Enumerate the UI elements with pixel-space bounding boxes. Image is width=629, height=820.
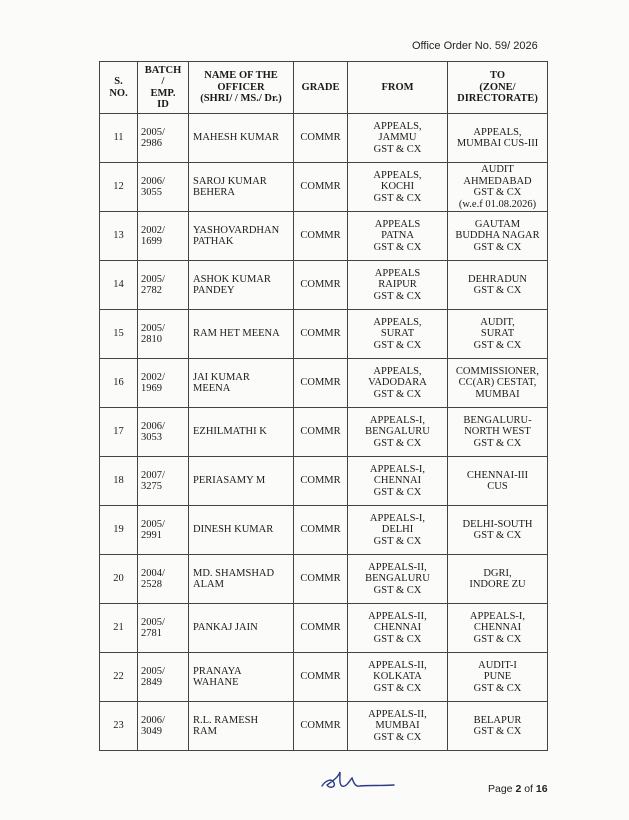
table-row (100, 604, 548, 653)
serial-number-cell: 11 (100, 114, 138, 163)
officer-name-cell: DINESH KUMAR (189, 506, 294, 555)
table-row (100, 114, 548, 163)
to-cell: AUDIT-I PUNE GST & CX (448, 653, 548, 702)
from-cell: APPEALS PATNA GST & CX (348, 212, 448, 261)
table-row (100, 457, 548, 506)
from-cell: APPEALS, SURAT GST & CX (348, 310, 448, 359)
table-row (100, 408, 548, 457)
batch-cell: 2005/ 2849 (138, 653, 189, 702)
from-cell: APPEALS-I, BENGALURU GST & CX (348, 408, 448, 457)
to-cell: DELHI-SOUTH GST & CX (448, 506, 548, 555)
officer-transfer-table (99, 61, 548, 751)
batch-cell: 2007/ 3275 (138, 457, 189, 506)
grade-cell: COMMR (294, 408, 348, 457)
officer-name-cell: EZHILMATHI K (189, 408, 294, 457)
col-header-grade: GRADE (294, 62, 348, 114)
officer-name-cell: YASHOVARDHAN PATHAK (189, 212, 294, 261)
table-row (100, 506, 548, 555)
officer-name-cell: PRANAYA WAHANE (189, 653, 294, 702)
to-cell: COMMISSIONER, CC(AR) CESTAT, MUMBAI (448, 359, 548, 408)
serial-number-cell: 23 (100, 702, 138, 751)
batch-cell: 2005/ 2986 (138, 114, 189, 163)
serial-number-cell: 21 (100, 604, 138, 653)
signature (318, 770, 398, 792)
serial-number-cell: 18 (100, 457, 138, 506)
col-header-batch: BATCH / EMP. ID (138, 62, 189, 114)
grade-cell: COMMR (294, 555, 348, 604)
serial-number-cell: 16 (100, 359, 138, 408)
officer-name-cell: SAROJ KUMAR BEHERA (189, 163, 294, 212)
officer-name-cell: RAM HET MEENA (189, 310, 294, 359)
office-order-number: Office Order No. 59/ 2026 (412, 40, 538, 52)
from-cell: APPEALS, KOCHI GST & CX (348, 163, 448, 212)
serial-number-cell: 15 (100, 310, 138, 359)
table-row (100, 261, 548, 310)
officer-name-cell: JAI KUMAR MEENA (189, 359, 294, 408)
from-cell: APPEALS-II, CHENNAI GST & CX (348, 604, 448, 653)
grade-cell: COMMR (294, 702, 348, 751)
from-cell: APPEALS-II, BENGALURU GST & CX (348, 555, 448, 604)
from-cell: APPEALS-II, MUMBAI GST & CX (348, 702, 448, 751)
batch-cell: 2002/ 1969 (138, 359, 189, 408)
table-row (100, 212, 548, 261)
page-current: 2 (515, 783, 522, 795)
batch-cell: 2002/ 1699 (138, 212, 189, 261)
officer-name-cell: ASHOK KUMAR PANDEY (189, 261, 294, 310)
batch-cell: 2005/ 2810 (138, 310, 189, 359)
grade-cell: COMMR (294, 114, 348, 163)
batch-cell: 2005/ 2991 (138, 506, 189, 555)
grade-cell: COMMR (294, 359, 348, 408)
from-cell: APPEALS RAIPUR GST & CX (348, 261, 448, 310)
to-cell: APPEALS, MUMBAI CUS-III (448, 114, 548, 163)
serial-number-cell: 14 (100, 261, 138, 310)
from-cell: APPEALS, JAMMU GST & CX (348, 114, 448, 163)
grade-cell: COMMR (294, 457, 348, 506)
to-cell: GAUTAM BUDDHA NAGAR GST & CX (448, 212, 548, 261)
to-cell: AUDIT, SURAT GST & CX (448, 310, 548, 359)
col-header-to: TO (ZONE/ DIRECTORATE) (448, 62, 548, 114)
col-header-name: NAME OF THE OFFICER (SHRI/ / MS./ Dr.) (189, 62, 294, 114)
to-cell: APPEALS-I, CHENNAI GST & CX (448, 604, 548, 653)
grade-cell: COMMR (294, 604, 348, 653)
serial-number-cell: 13 (100, 212, 138, 261)
batch-cell: 2005/ 2782 (138, 261, 189, 310)
table-header-row (100, 62, 548, 114)
serial-number-cell: 22 (100, 653, 138, 702)
from-cell: APPEALS-I, CHENNAI GST & CX (348, 457, 448, 506)
page-of: of (521, 783, 536, 795)
officer-name-cell: R.L. RAMESH RAM (189, 702, 294, 751)
table-row (100, 555, 548, 604)
batch-cell: 2004/ 2528 (138, 555, 189, 604)
officer-name-cell: MD. SHAMSHAD ALAM (189, 555, 294, 604)
batch-cell: 2006/ 3053 (138, 408, 189, 457)
from-cell: APPEALS-I, DELHI GST & CX (348, 506, 448, 555)
to-cell: DGRI, INDORE ZU (448, 555, 548, 604)
to-cell: AUDIT AHMEDABAD GST & CX (w.e.f 01.08.2026) (448, 163, 548, 212)
officer-name-cell: MAHESH KUMAR (189, 114, 294, 163)
from-cell: APPEALS-II, KOLKATA GST & CX (348, 653, 448, 702)
from-cell: APPEALS, VADODARA GST & CX (348, 359, 448, 408)
grade-cell: COMMR (294, 310, 348, 359)
to-cell: BENGALURU- NORTH WEST GST & CX (448, 408, 548, 457)
serial-number-cell: 17 (100, 408, 138, 457)
grade-cell: COMMR (294, 163, 348, 212)
col-header-sno: S. NO. (100, 62, 138, 114)
batch-cell: 2006/ 3055 (138, 163, 189, 212)
grade-cell: COMMR (294, 506, 348, 555)
table-row (100, 163, 548, 212)
grade-cell: COMMR (294, 653, 348, 702)
officer-name-cell: PERIASAMY M (189, 457, 294, 506)
page-total: 16 (535, 783, 548, 795)
page-prefix: Page (488, 783, 516, 795)
to-cell: CHENNAI-III CUS (448, 457, 548, 506)
officer-name-cell: PANKAJ JAIN (189, 604, 294, 653)
serial-number-cell: 19 (100, 506, 138, 555)
serial-number-cell: 12 (100, 163, 138, 212)
table-row (100, 653, 548, 702)
col-header-from: FROM (348, 62, 448, 114)
table-row (100, 310, 548, 359)
serial-number-cell: 20 (100, 555, 138, 604)
page-number (488, 783, 548, 795)
batch-cell: 2005/ 2781 (138, 604, 189, 653)
table-row (100, 359, 548, 408)
grade-cell: COMMR (294, 261, 348, 310)
batch-cell: 2006/ 3049 (138, 702, 189, 751)
grade-cell: COMMR (294, 212, 348, 261)
table-row (100, 702, 548, 751)
to-cell: DEHRADUN GST & CX (448, 261, 548, 310)
to-cell: BELAPUR GST & CX (448, 702, 548, 751)
